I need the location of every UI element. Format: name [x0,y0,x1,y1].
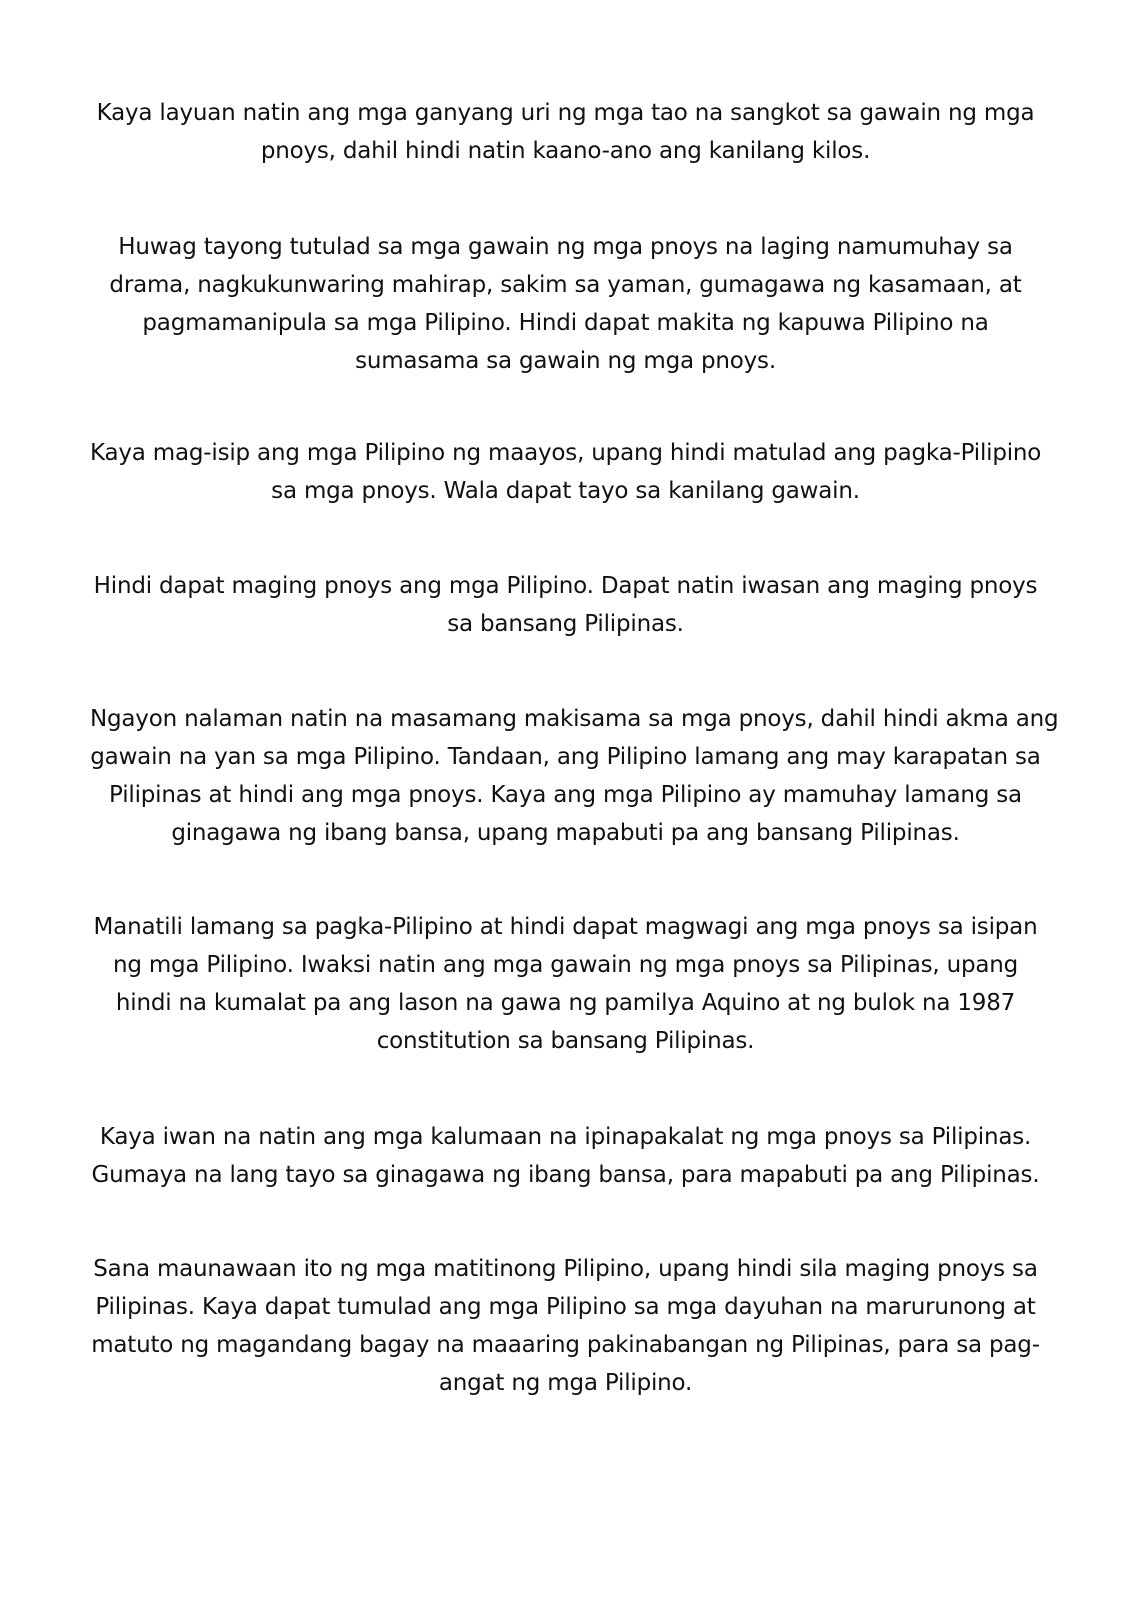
text-line: sa mga pnoys. Wala dapat tayo sa kanilang gawain. [271,478,860,504]
text-line: Kaya mag-isip ang mga Pilipino ng maayos, upang hindi matulad ang pagka-Pilipino [90,440,1042,466]
paragraph-6 [90,908,1041,1060]
text-line: Huwag tayong tutulad sa mga gawain ng mga pnoys na laging namumuhay sa [118,234,1013,260]
text-line: sumasama sa gawain ng mga pnoys. [355,348,776,374]
text-line: Kaya layuan natin ang mga ganyang uri ng mga tao na sangkot sa gawain ng mga [96,100,1035,126]
text-line: Manatili lamang sa pagka-Pilipino at hindi dapat magwagi ang mga pnoys sa isipan [93,914,1038,940]
text-line: Ngayon nalaman natin na masamang makisama sa mga pnoys, dahil hindi akma ang [90,706,1059,732]
text-line: Pilipinas. Kaya dapat tumulad ang mga Pilipino sa mga dayuhan na marurunong at [95,1294,1036,1320]
text-line: Gumaya na lang tayo sa ginagawa ng ibang bansa, para mapabuti pa ang Pilipinas. [91,1162,1040,1188]
text-line: constitution sa bansang Pilipinas. [376,1028,755,1054]
text-line: drama, nagkukunwaring mahirap, sakim sa yaman, gumagawa ng kasamaan, at [109,272,1022,298]
paragraph-7 [90,1118,1041,1194]
text-line: Sana maunawaan ito ng mga matitinong Pilipino, upang hindi sila maging pnoys sa [93,1256,1038,1282]
paragraph-8 [90,1250,1041,1402]
text-line: angat ng mga Pilipino. [438,1370,693,1396]
text-line: Pilipinas at hindi ang mga pnoys. Kaya ang mga Pilipino ay mamuhay lamang sa [109,782,1022,808]
text-line: ginagawa ng ibang bansa, upang mapabuti pa ang bansang Pilipinas. [171,820,960,846]
text-line: pnoys, dahil hindi natin kaano-ano ang kanilang kilos. [260,138,871,164]
text-line: sa bansang Pilipinas. [447,611,684,637]
paragraph-1 [90,94,1041,170]
paragraph-4 [90,567,1041,643]
paragraph-3 [90,434,1041,510]
text-line: Kaya iwan na natin ang mga kalumaan na ipinapakalat ng mga pnoys sa Pilipinas. [99,1124,1032,1150]
paragraph-5 [90,700,1059,852]
text-line: matuto ng magandang bagay na maaaring pakinabangan ng Pilipinas, para sa pag- [91,1332,1040,1358]
text-line: pagmamanipula sa mga Pilipino. Hindi dapat makita ng kapuwa Pilipino na [142,310,989,336]
text-line: ng mga Pilipino. Iwaksi natin ang mga gawain ng mga pnoys sa Pilipinas, upang [112,952,1019,978]
text-line: gawain na yan sa mga Pilipino. Tandaan, ang Pilipino lamang ang may karapatan sa [90,744,1041,770]
text-line: hindi na kumalat pa ang lason na gawa ng pamilya Aquino at ng bulok na 1987 [115,990,1016,1016]
paragraph-2 [90,228,1041,380]
text-line: Hindi dapat maging pnoys ang mga Pilipino. Dapat natin iwasan ang maging pnoys [93,573,1038,599]
